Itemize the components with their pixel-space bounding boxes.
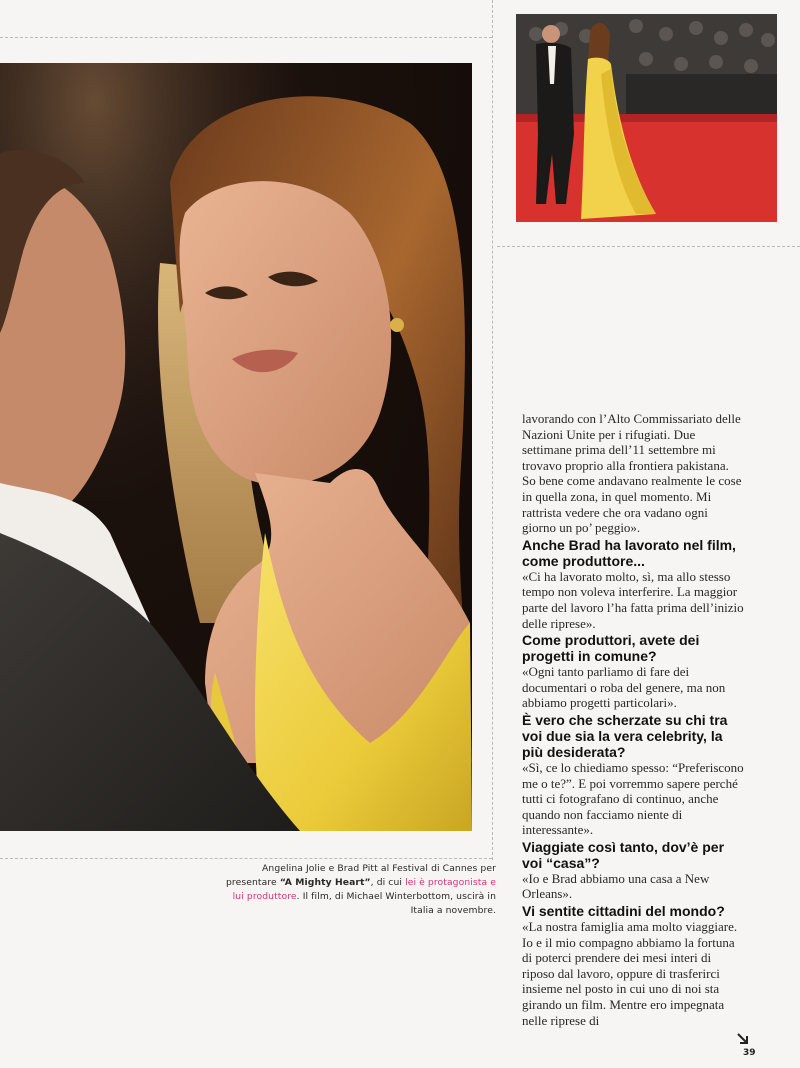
caption-tail: . Il film, di Michael Winterbottom, uscirà in Italia a novembre. xyxy=(296,891,496,916)
caption-mid: , di cui xyxy=(370,877,406,888)
interview-paragraph: «Io e Brad abbiamo una casa a New Orleans». xyxy=(522,870,710,902)
article-body xyxy=(522,411,744,1028)
interview-paragraph: lavorando con l’Alto Commissariato delle Nazioni Unite per i rifugiati. Due settimane prima dell’11 settembre mi trovavo proprio alla frontiera pakistana. So bene come andavano realmente le cose in quella zona, in quel momento. Mi rattrista vedere che ora vadano ogni giorno un po’ peggio». xyxy=(522,411,742,536)
divider-bottom xyxy=(0,858,492,859)
interview-question: Viaggiate così tanto, dov’è per voi “casa”? xyxy=(522,838,725,871)
divider-vertical xyxy=(492,0,493,860)
page-number: 39 xyxy=(743,1048,756,1058)
interview-question: È vero che scherzate su chi tra voi due sia la vera celebrity, la più desiderata? xyxy=(522,711,728,760)
interview-question: Anche Brad ha lavorato nel film, come produttore... xyxy=(522,536,736,569)
interview-question: Vi sentite cittadini del mondo? xyxy=(522,903,725,920)
red-carpet-photo xyxy=(516,14,777,222)
arrow-down-right-icon xyxy=(736,1032,750,1046)
interview-paragraph: «Ogni tanto parliamo di fare dei documentari o roba del genere, ma non abbiamo progetti particolari». xyxy=(522,664,726,711)
caption-highlight: lei è protagonista e lui produttore xyxy=(232,877,496,902)
photo-caption xyxy=(226,862,496,918)
interview-paragraph: «La nostra famiglia ama molto viaggiare. Io e il mio compagno abbiamo la fortuna di poterci prendere dei mesi interi di riposo dal lavoro, oppure di trasferirci insieme nel posto in cui uno di noi sta girando un film. Mentre ero impegnata nelle riprese di xyxy=(522,919,738,1028)
caption-film-title: “A Mighty Heart” xyxy=(279,877,371,888)
caption-lead: Angelina Jolie e Brad Pitt al Festival di Cannes per presentare xyxy=(226,863,496,888)
divider-top xyxy=(0,37,492,38)
interview-paragraph: «Ci ha lavorato molto, sì, ma allo stesso tempo non voleva interferire. La maggior parte del lavoro l’ha fatta prima dell’inizio delle riprese». xyxy=(522,568,744,631)
divider-right xyxy=(497,246,800,247)
main-photo xyxy=(0,63,472,831)
interview-question: Come produttori, avete dei progetti in comune? xyxy=(522,632,700,665)
interview-paragraph: «Sì, ce lo chiediamo spesso: “Preferiscono me o te?”. E poi vorremmo sapere perché tutti ci fotografano di continuo, anche quando non facciamo niente di interessante». xyxy=(522,759,744,838)
